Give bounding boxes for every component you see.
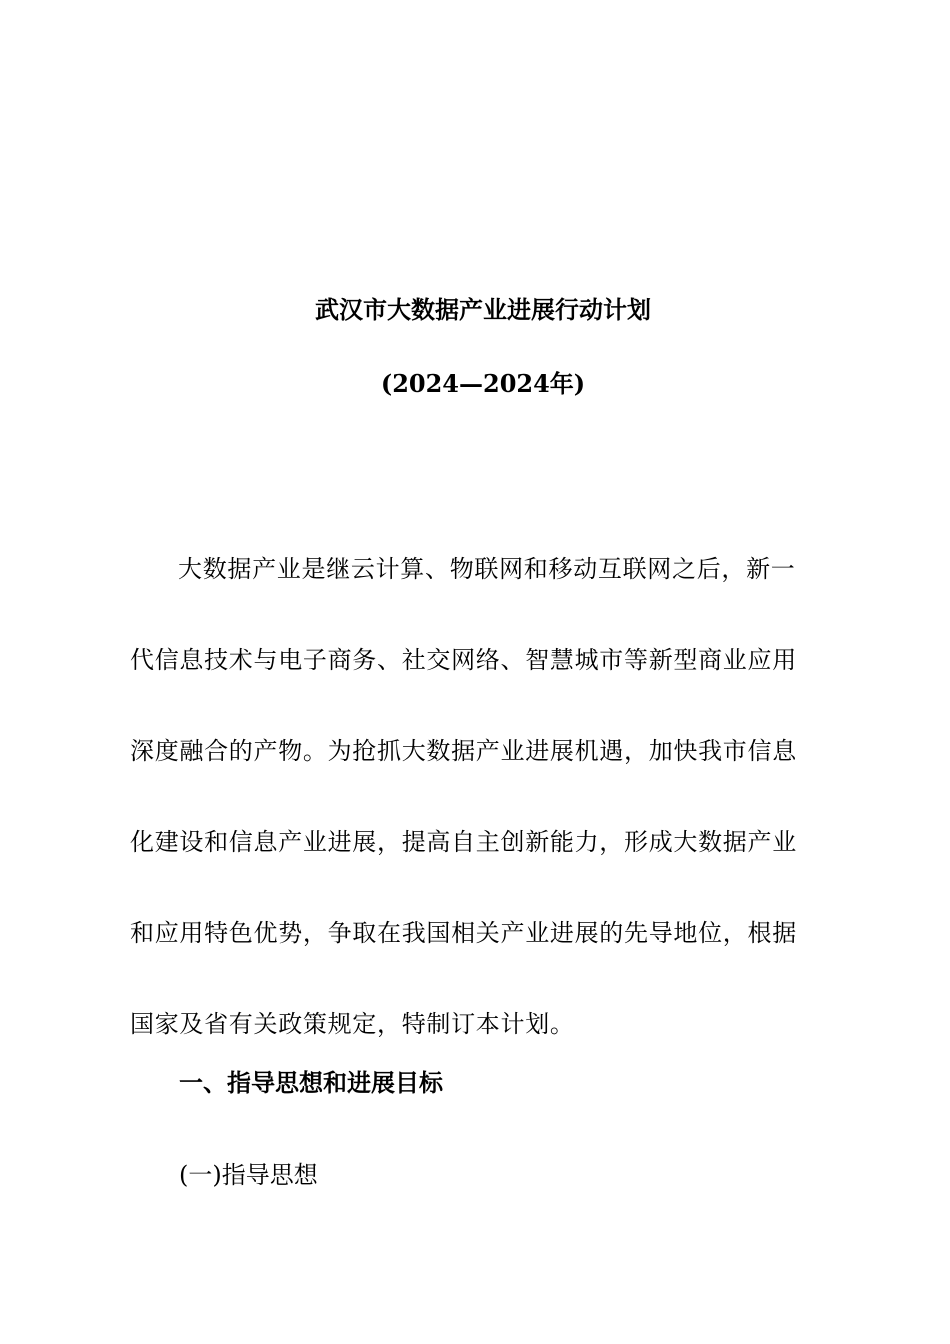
intro-line: 大数据产业是继云计算、物联网和移动互联网之后，新一 xyxy=(178,555,796,583)
document-title: 武汉市大数据产业进展行动计划 xyxy=(315,295,651,324)
intro-line: 化建设和信息产业进展，提高自主创新能力，形成大数据产业 xyxy=(130,828,797,856)
intro-line: 和应用特色优势，争取在我国相关产业进展的先导地位，根据 xyxy=(130,919,797,947)
intro-line: 深度融合的产物。为抢抓大数据产业进展机遇，加快我市信息 xyxy=(130,737,797,765)
subsection-heading: (一)指导思想 xyxy=(179,1161,318,1189)
section-heading: 一、指导思想和进展目标 xyxy=(179,1068,443,1097)
intro-paragraph xyxy=(130,524,818,1070)
intro-line: 国家及省有关政策规定，特制订本计划。 xyxy=(130,1010,575,1038)
document-subtitle: (2024—2024年) xyxy=(380,369,586,398)
intro-line: 代信息技术与电子商务、社交网络、智慧城市等新型商业应用 xyxy=(130,646,797,674)
